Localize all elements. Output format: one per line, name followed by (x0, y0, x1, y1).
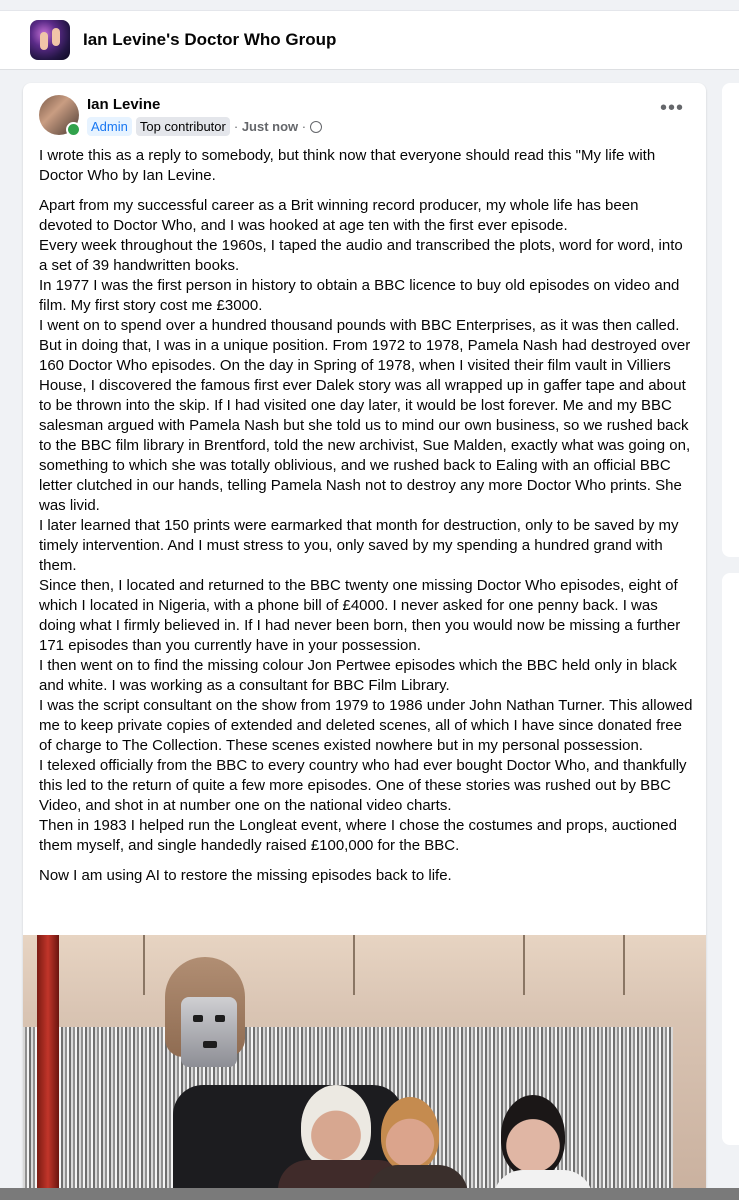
post-paragraph: I telexed officially from the BBC to every country who had ever bought Doctor Who, and thankfully this led to the return of quite a few more episodes. One of these stories was rushed out by BBC Video, and shot in at number one on the national video charts. (39, 757, 687, 814)
post-paragraph: Since then, I located and returned to the BBC twenty one missing Doctor Who episodes, eight of which I located in Nigeria, with a phone bill of £4000. I never asked for one penny back. I was doing what I firmly believed in. If I had never been born, then you would now be missing a further 171 episodes than you currently have in your possession. (39, 577, 681, 654)
post-paragraph: I went on to spend over a hundred thousand pounds with BBC Enterprises, as it was then called. (39, 317, 680, 334)
post-paragraph: I then went on to find the missing colour Jon Pertwee episodes which the BBC held only in black and white. I was working as a consultant for BBC Film Library. (39, 657, 677, 694)
post-paragraph: Then in 1983 I helped run the Longleat event, where I chose the costumes and props, auctioned them myself, and single handedly raised £100,000 for the BBC. (39, 817, 677, 854)
person-blond (381, 1097, 439, 1171)
post-paragraph: I later learned that 150 prints were earmarked that month for destruction, only to be saved by my timely intervention. And I must stress to you, only saved by my spending a hundred grand with them. (39, 517, 679, 574)
meta-separator: · (233, 118, 239, 134)
post-paragraph: I wrote this as a reply to somebody, but think now that everyone should read this "My life with Doctor Who by Ian Levine. (39, 147, 656, 184)
admin-badge: Admin (87, 117, 132, 136)
person-white-hair (301, 1085, 371, 1169)
cyberman-face (181, 997, 237, 1067)
more-options-icon[interactable]: ••• (659, 97, 684, 119)
red-pole (37, 935, 59, 1200)
post-paragraph: Now I am using AI to restore the missing episodes back to life. (39, 867, 452, 884)
post-timestamp-link[interactable]: Just now (241, 118, 299, 134)
globe-icon (310, 121, 322, 133)
group-cover-thumbnail[interactable] (30, 20, 70, 60)
side-card-bottom (722, 573, 739, 1145)
post-meta (87, 116, 322, 136)
post-paragraph: But in doing that, I was in a unique position. From 1972 to 1978, Pamela Nash had destroyed over 160 Doctor Who episodes. On the day in Spring of 1978, when I visited their film vault in Villiers House, I discovered the famous first ever Dalek story was all wrapped up in gaffer tape and about to be thrown into the skip. If I had visited one day later, it would be lost forever. Me and my BBC salesman argued with Pamela Nash but she told us to mind our own business, so we rushed back to the BBC film library in Brentford, told the new archivist, Sue Malden, exactly what was going on, something to which she was totally oblivious, and we rushed back to Ealing with an official BBC letter clutched in our hands, telling Pamela Nash not to destroy any more Doctor Who prints. She was livid. (39, 337, 691, 514)
post-photo[interactable] (23, 935, 706, 1200)
bottom-bar (0, 1188, 739, 1200)
person-dark-hair (501, 1095, 565, 1177)
group-header (0, 10, 739, 70)
online-status-dot (66, 122, 81, 137)
post-paragraph: Every week throughout the 1960s, I taped the audio and transcribed the plots, word for word, into a set of 39 handwritten books. (39, 237, 683, 274)
author-name-link[interactable]: Ian Levine (87, 96, 161, 113)
top-contributor-badge: Top contributor (136, 117, 230, 136)
author-avatar[interactable] (39, 95, 79, 135)
post-paragraph: Apart from my successful career as a Brit winning record producer, my whole life has been devoted to Doctor Who, and I was hooked at age ten with the first ever episode. (39, 197, 639, 234)
meta-separator-2: · (301, 118, 307, 134)
post-card (23, 83, 706, 1200)
side-card-top (722, 83, 739, 557)
post-paragraph: In 1977 I was the first person in history to obtain a BBC licence to buy old episodes on video and film. My first story cost me £3000. (39, 277, 680, 314)
post-body (39, 146, 694, 886)
post-paragraph: I was the script consultant on the show from 1979 to 1986 under John Nathan Turner. This allowed me to keep private copies of extended and deleted scenes, all of which I have since donated free of charge to The Collection. These scenes existed nowhere but in my personal possession. (39, 697, 693, 754)
group-name-link[interactable]: Ian Levine's Doctor Who Group (83, 30, 337, 49)
